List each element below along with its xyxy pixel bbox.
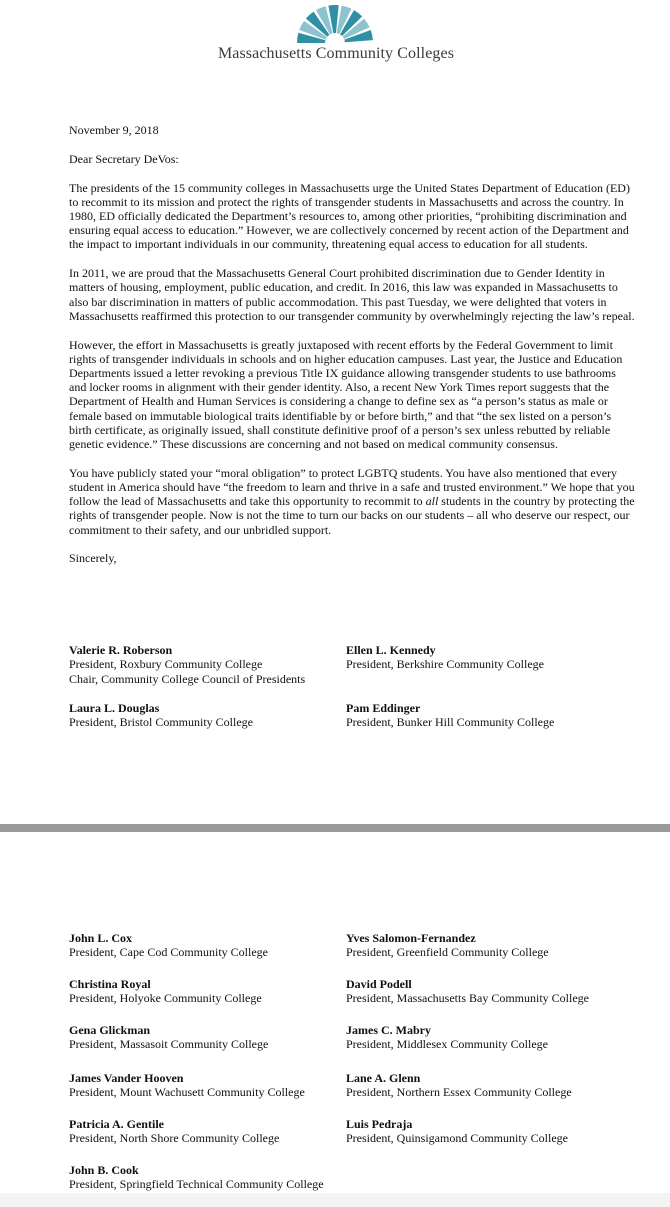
signatory-title: President, Springfield Technical Community College	[69, 1177, 324, 1192]
signatory	[346, 701, 626, 730]
signatory-title: President, Massasoit Community College	[69, 1037, 269, 1052]
paragraph-1: The presidents of the 15 community colleges in Massachusetts urge the United States Department of Education (ED) to recommit to its mission and protect the rights of transgender students in Massachusetts and across the country. In 1980, ED officially dedicated the Department’s resources to, among other priorities, “prohibiting discrimination and ensuring equal access to education.” However, we are collectively concerned by recent action of the Department and the impact to important individuals in our community, threatening equal access to education for all students.	[69, 180, 630, 252]
signatory-name: Lane A. Glenn	[346, 1071, 421, 1085]
signatory-title: Chair, Community College Council of Presidents	[69, 671, 306, 686]
signatory	[346, 1071, 626, 1100]
signatory-title: President, Mount Wachusett Community College	[69, 1085, 305, 1100]
signatory-name: Pam Eddinger	[346, 701, 421, 715]
org-name: Massachusetts Community Colleges	[217, 45, 455, 62]
page-divider	[0, 824, 670, 832]
signatory	[346, 977, 626, 1006]
signatory-title: President, Holyoke Community College	[69, 991, 262, 1006]
signatory	[69, 1163, 349, 1192]
signatory	[69, 1023, 349, 1052]
signatory-title: President, Cape Cod Community College	[69, 945, 268, 960]
signatory-name: Yves Salomon-Fernandez	[346, 931, 476, 945]
signatory	[346, 931, 626, 960]
signatory-title: President, Quinsigamond Community College	[346, 1131, 568, 1146]
letter-body	[69, 123, 635, 580]
signatory-name: Ellen L. Kennedy	[346, 643, 436, 657]
signatory-name: David Podell	[346, 977, 412, 991]
signatory	[346, 643, 626, 672]
signatory-title: President, Northern Essex Community College	[346, 1085, 572, 1100]
signatory-name: Laura L. Douglas	[69, 701, 160, 715]
signatory-name: John L. Cox	[69, 931, 133, 945]
signatory-name: Valerie R. Roberson	[69, 643, 173, 657]
shell-logo-icon	[297, 3, 373, 45]
signatory-name: Christina Royal	[69, 977, 151, 991]
signatory-name: James Vander Hooven	[69, 1071, 184, 1085]
letter-date: November 9, 2018	[69, 123, 159, 137]
paragraph-3: However, the effort in Massachusetts is greatly juxtaposed with recent efforts by the Federal Government to limit rights of transgender individuals in schools and on higher education campuses. Last year, the Justice and Education Departments issued a letter revoking a previous Title IX guidance allowing transgender students to use bathrooms and locker rooms in alignment with their gender identity. Also, a recent New York Times report suggests that the Department of Health and Human Services is considering a change to define sex as “a person’s status as male or female based on immutable biological traits identifiable by or before birth,” and that “the sex listed on a person’s birth certificate, as originally issued, shall constitute definitive proof of a person’s sex unless rebutted by reliable genetic evidence.” These discussions are concerning and not based on medical community consensus.	[69, 337, 623, 452]
signatory	[69, 701, 349, 730]
signatory	[346, 1023, 626, 1052]
signatory-title: President, Bristol Community College	[69, 715, 253, 730]
signatory-title: President, Greenfield Community College	[346, 945, 549, 960]
signatory	[69, 643, 349, 686]
signatory	[69, 931, 349, 960]
paragraph-2: In 2011, we are proud that the Massachusetts General Court prohibited discrimination due to Gender Identity in matters of housing, employment, public education, and credit. In 2016, this law was expanded in Massachusetts to also bar discrimination in matters of public accommodation. This past Tuesday, we were delighted that voters in Massachusetts reaffirmed this protection to our transgender community by overwhelmingly rejecting the law’s repeal.	[69, 266, 635, 323]
signatory-title: President, Middlesex Community College	[346, 1037, 548, 1052]
signatory-title: President, North Shore Community College	[69, 1131, 280, 1146]
signatory-name: Patricia A. Gentile	[69, 1117, 164, 1131]
letter-page-2	[0, 832, 670, 1207]
signatory-name: Luis Pedraja	[346, 1117, 413, 1131]
signatory-name: James C. Mabry	[346, 1023, 431, 1037]
page-bottom-edge	[0, 1193, 670, 1207]
closing: Sincerely,	[69, 551, 117, 566]
signatory	[69, 1071, 349, 1100]
signatory	[69, 977, 349, 1006]
paragraph-4: You have publicly stated your “moral obligation” to protect LGBTQ students. You have also mentioned that every student in America should have “the freedom to learn and thrive in a safe and trusted environment.” We hope that you follow the lead of Massachusetts and take this opportunity to recommit to all students in the country by protecting the rights of transgender people. Now is not the time to turn our backs on our students – all who deserve our respect, our commitment to their safety, and our unbridled support.	[69, 465, 635, 537]
signatory-title: President, Massachusetts Bay Community College	[346, 991, 589, 1006]
signatory-title: President, Roxbury Community College	[69, 657, 263, 672]
signatory	[69, 1117, 349, 1146]
signatory	[346, 1117, 626, 1146]
signatory-title: President, Bunker Hill Community College	[346, 715, 555, 730]
signatory-title: President, Berkshire Community College	[346, 657, 544, 672]
signatory-name: Gena Glickman	[69, 1023, 151, 1037]
letterhead	[0, 0, 670, 80]
signatory-name: John B. Cook	[69, 1163, 139, 1177]
salutation: Dear Secretary DeVos:	[69, 151, 179, 166]
